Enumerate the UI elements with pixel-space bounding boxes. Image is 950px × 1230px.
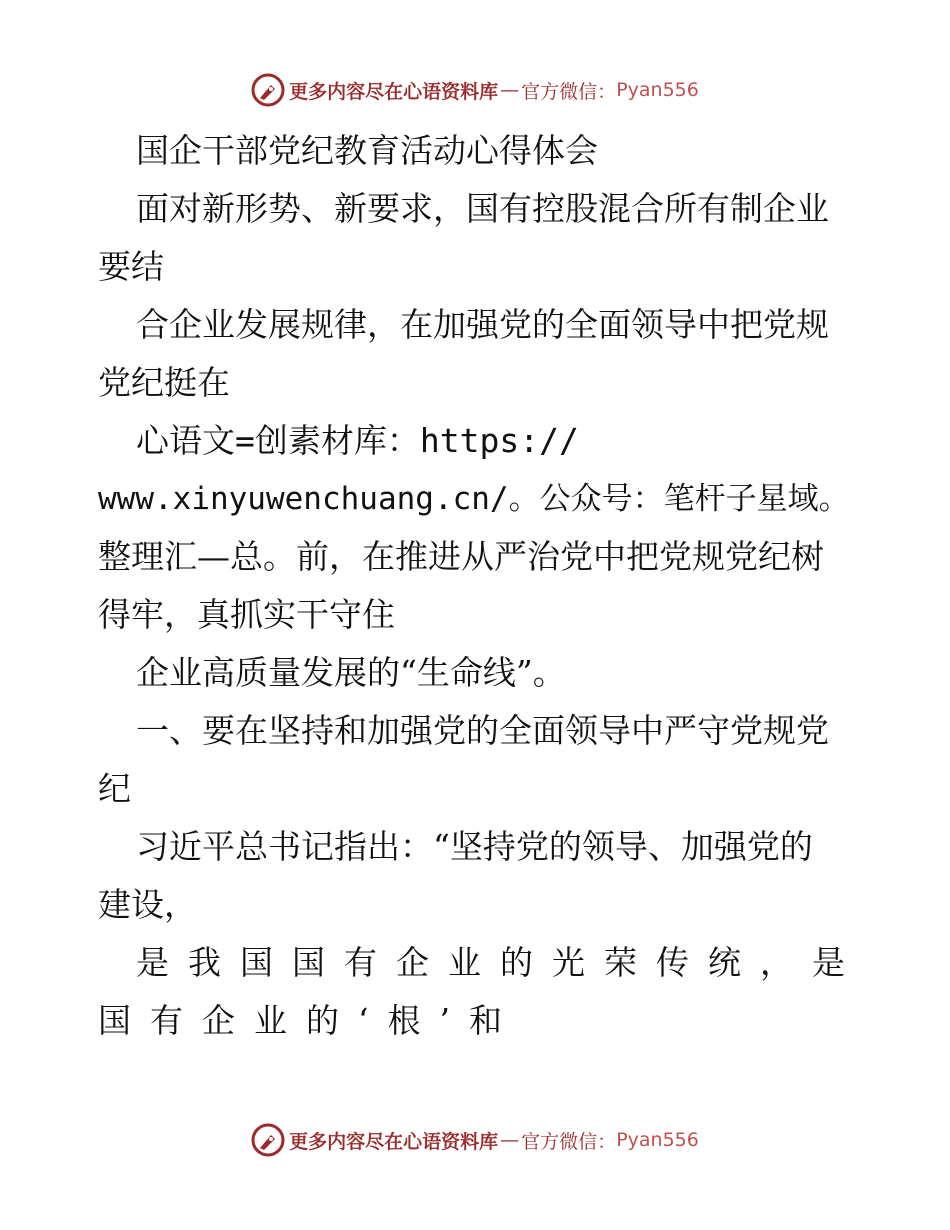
paragraph-line: 面对新形势、新要求，国有控股混合所有制企业 [136,189,829,228]
pen-nib-logo-icon [251,1123,285,1157]
section-heading-continued: 纪 [98,769,131,808]
paragraph-line: 企业高质量发展的“生命线”。 [136,653,566,692]
paragraph-line: 党纪挺在 [98,363,230,402]
paragraph-line: 得牢，真抓实干守住 [98,595,395,634]
section-heading: 一、要在坚持和加强党的全面领导中严守党规党 [136,711,829,750]
header-watermark [0,70,950,110]
watermark-dash: — [500,1129,520,1151]
paragraph-line: 国有企业的‘根’和 [98,1001,521,1040]
watermark-text: 更多内容尽在心语资料库 [289,1130,499,1153]
watermark-wechat-id: Pyan556 [616,1129,699,1151]
document-title: 国企干部党纪教育活动心得体会 [136,131,598,170]
paragraph-line: 要结 [98,247,164,286]
paragraph-line: 整理汇—总。前，在推进从严治党中把党规党纪树 [98,537,824,576]
footer-watermark [0,1120,950,1160]
pen-nib-logo-icon [251,73,285,107]
paragraph-line: 是我国国有企业的光荣传统，是 [136,943,864,982]
paragraph-line: 心语文=创素材库：https:// [136,421,579,460]
watermark-text: 更多内容尽在心语资料库 [289,80,499,103]
paragraph-line: 习近平总书记指出：“坚持党的领导、加强党的 [136,827,813,866]
paragraph-line: www.xinyuwenchuang.cn/。公众号：笔杆子星域。 [98,481,850,517]
paragraph-line: 建设， [98,885,197,924]
document-body [98,122,864,1050]
paragraph-line: 合企业发展规律，在加强党的全面领导中把党规 [136,305,829,344]
watermark-dash: — [500,79,520,101]
watermark-official-label: 官方微信： [521,80,617,103]
watermark-wechat-id: Pyan556 [616,79,699,101]
watermark-official-label: 官方微信： [521,1130,617,1153]
